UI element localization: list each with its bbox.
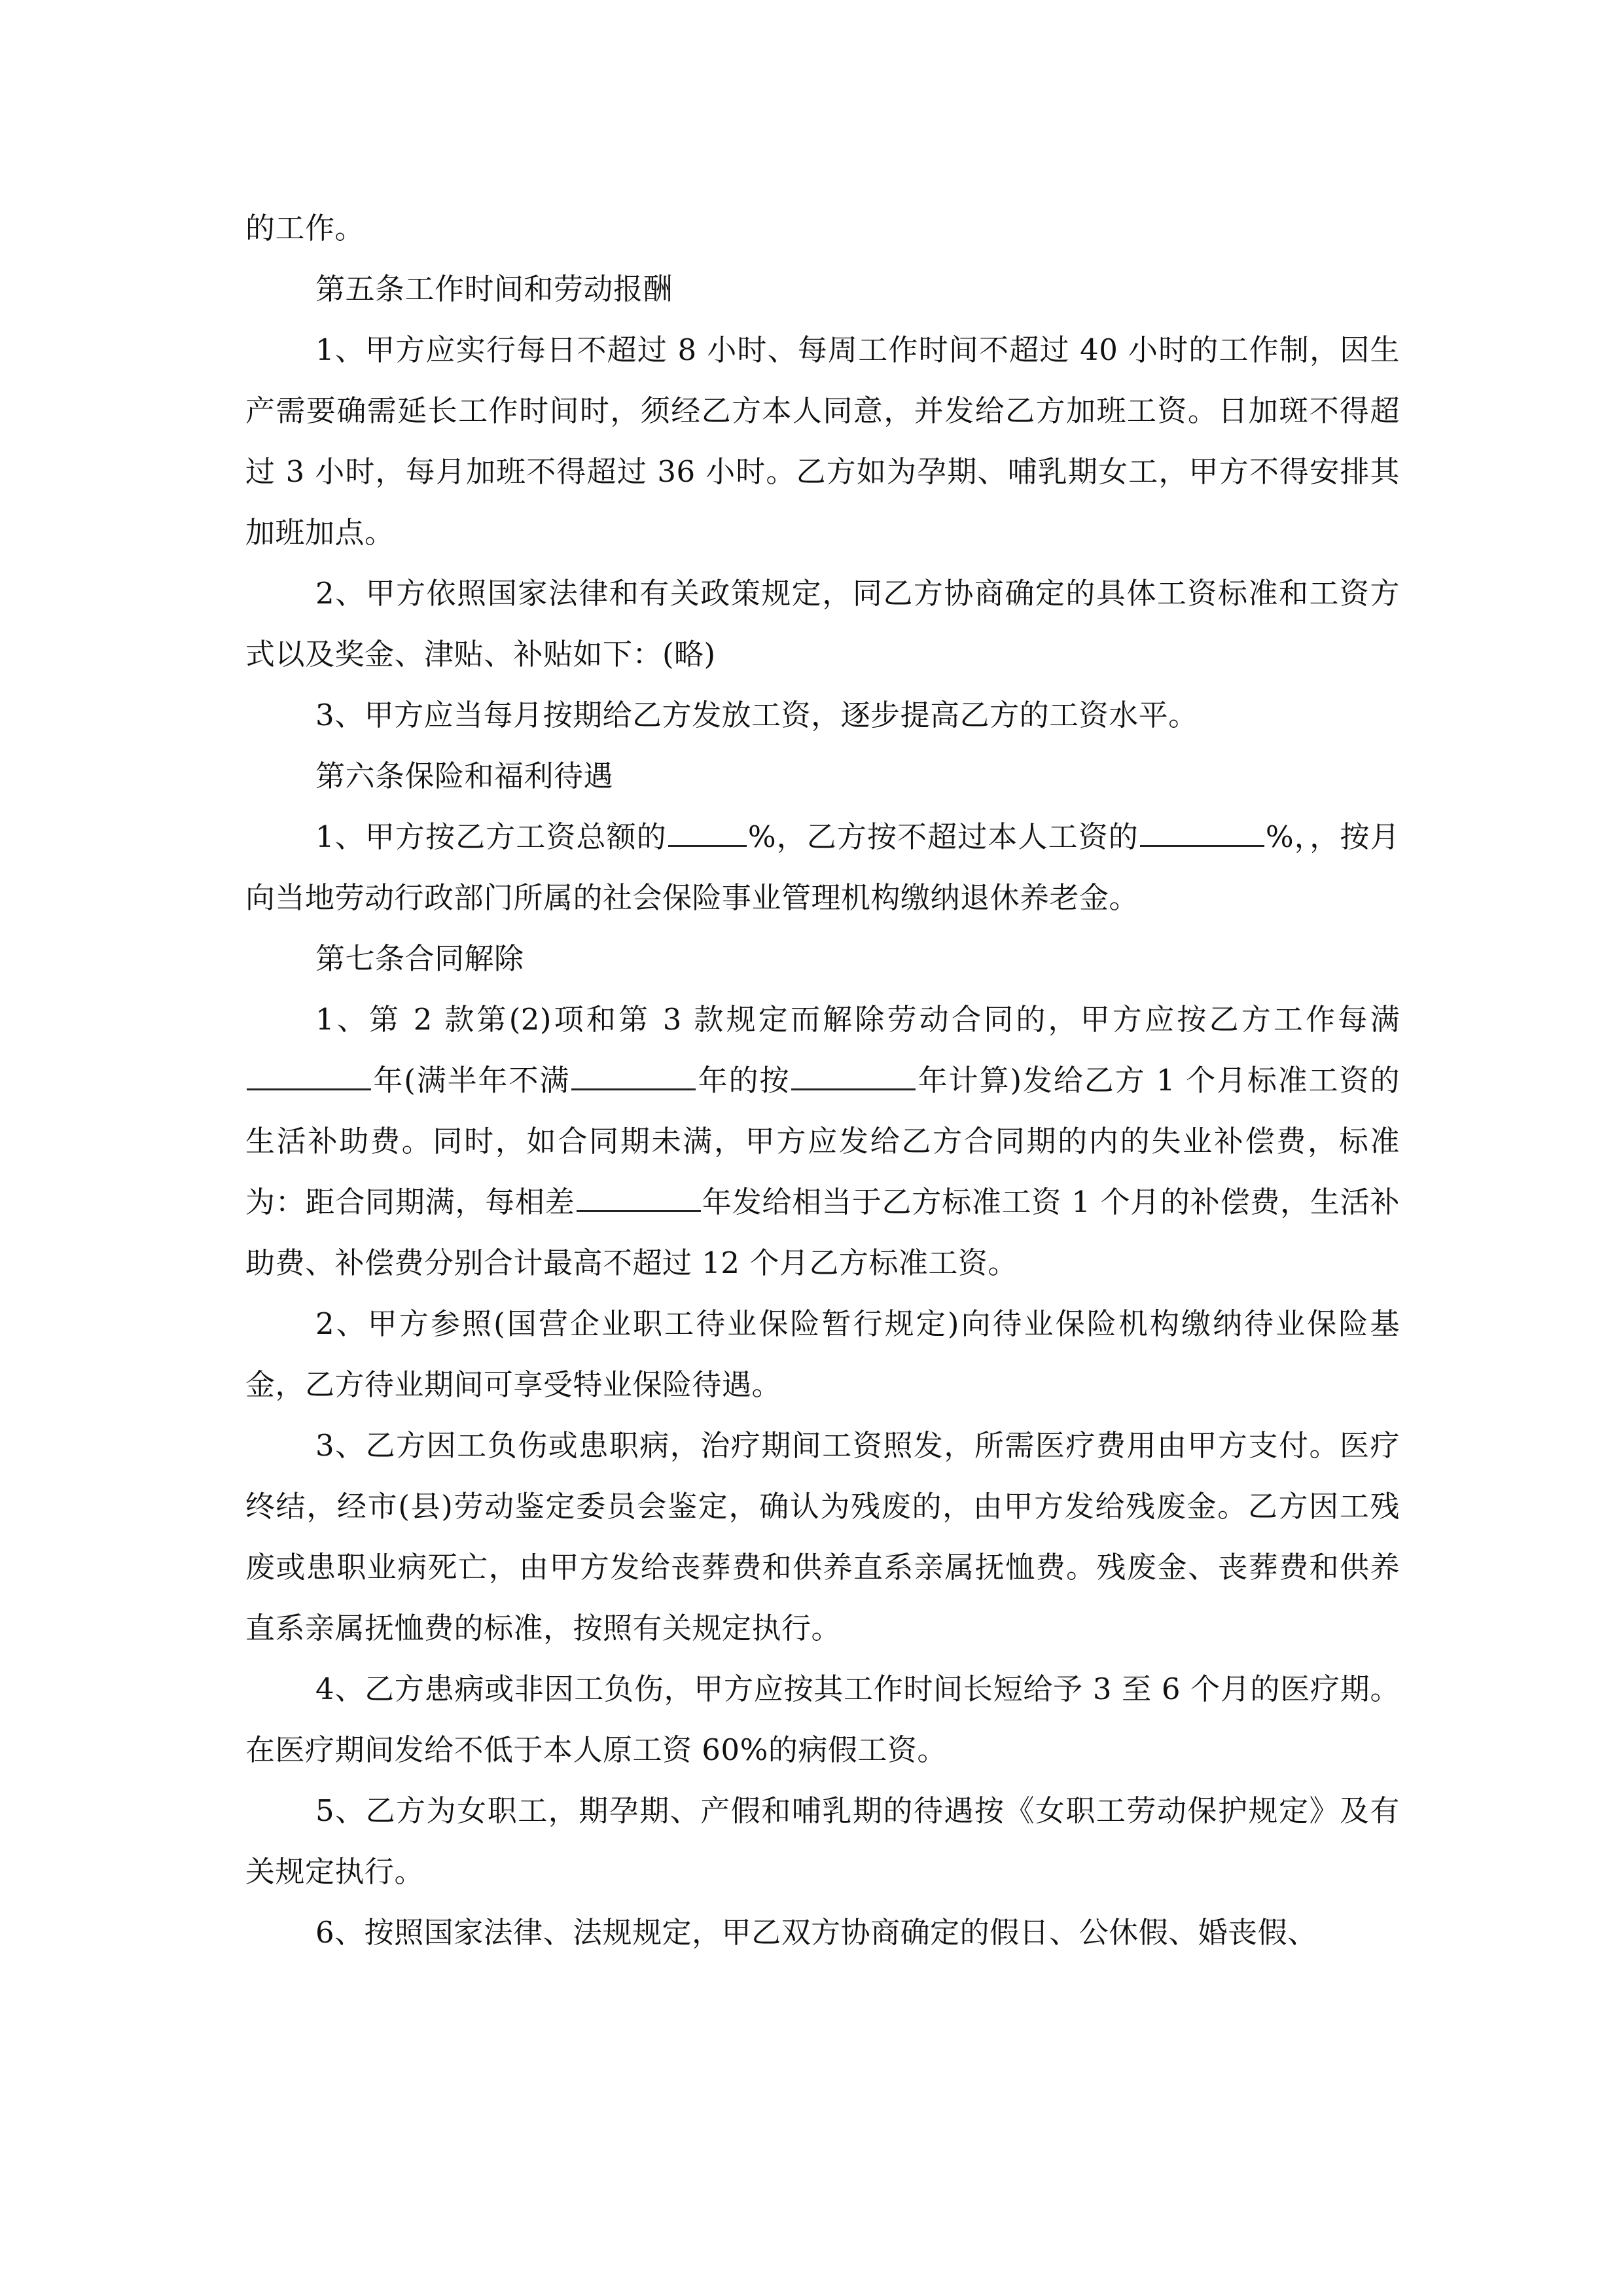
article-7-clause-1 [245,989,1400,1293]
text-segment: 1、第 2 款第(2)项和第 3 款规定而解除劳动合同的，甲方应按乙方工作每满 [315,1002,1400,1037]
fill-blank-years-each[interactable] [247,1062,371,1090]
contract-text [245,198,1400,1963]
article-6-clause-1 [245,806,1400,928]
text-segment: 年计算)发给乙方 1 个月标准工资的生活补助费。同时，如合同期未满，甲方应发给乙方合同期的内的失业补偿费，标准为：距合同期满，每相差 [245,1063,1400,1219]
text-segment: %，乙方按不超过本人工资的 [747,819,1139,854]
fill-blank-years-half[interactable] [571,1062,696,1090]
article-7-clause-5: 5、乙方为女职工，期孕期、产假和哺乳期的待遇按《女职工劳动保护规定》及有关规定执行。 [245,1793,1400,1889]
article-5-clause-3: 3、甲方应当每月按期给乙方发放工资，逐步提高乙方的工资水平。 [315,698,1198,732]
text-segment: 年(满半年不满 [372,1063,571,1098]
article-7-clause-4: 4、乙方患病或非因工负伤，甲方应按其工作时间长短给予 3 至 6 个月的医疗期。在医疗期间发给不低于本人原工资 60%的病假工资。 [245,1672,1400,1767]
article-5-clause-2: 2、甲方依照国家法律和有关政策规定，同乙方协商确定的具体工资标准和工资方式以及奖金、津贴、补贴如下：(略) [245,576,1400,672]
text-segment: %，，按月向当地劳动行政部门所属的社会保险事业管理机构缴纳退休养老金。 [245,819,1400,915]
text-segment: 年发给相当于乙方标准工资 1 个月的补偿费，生活补助费、补偿费分别合计最高不超过 12 个月乙方标准工资。 [245,1185,1400,1280]
article-7-clause-3: 3、乙方因工负伤或患职病，治疗期间工资照发，所需医疗费用由甲方支付。医疗终结，经市(县)劳动鉴定委员会鉴定，确认为残废的，由甲方发给残废金。乙方因工残废或患职业病死亡，由甲方发给丧葬费和供养直系亲属抚恤费。残废金、丧葬费和供养直系亲属抚恤费的标准，按照有关规定执行。 [245,1428,1400,1645]
article-5-heading: 第五条工作时间和劳动报酬 [315,272,673,306]
article-7-clause-2: 2、甲方参照(国营企业职工待业保险暂行规定)向待业保险机构缴纳待业保险基金，乙方待业期间可享受特业保险待遇。 [245,1306,1400,1402]
text-segment: 年的按 [697,1063,791,1098]
article-5-clause-1: 1、甲方应实行每日不超过 8 小时、每周工作时间不超过 40 小时的工作制，因生产需要确需延长工作时间时，须经乙方本人同意，并发给乙方加班工资。日加斑不得超过 3 小时，每月加班不得超过 36 小时。乙方如为孕期、哺乳期女工，甲方不得安排其加班加点。 [245,332,1400,550]
article-7-clause-6: 6、按照国家法律、法规规定，甲乙双方协商确定的假日、公休假、婚丧假、 [315,1915,1317,1950]
paragraph-continuation: 的工作。 [245,211,365,245]
article-6-heading: 第六条保险和福利待遇 [315,759,614,793]
fill-blank-employer-percent[interactable] [668,819,747,847]
article-7-heading: 第七条合同解除 [315,941,524,976]
text-segment: 1、甲方按乙方工资总额的 [315,819,667,854]
fill-blank-employee-percent[interactable] [1140,819,1264,847]
fill-blank-years-count[interactable] [791,1062,916,1090]
fill-blank-years-difference[interactable] [577,1184,701,1212]
